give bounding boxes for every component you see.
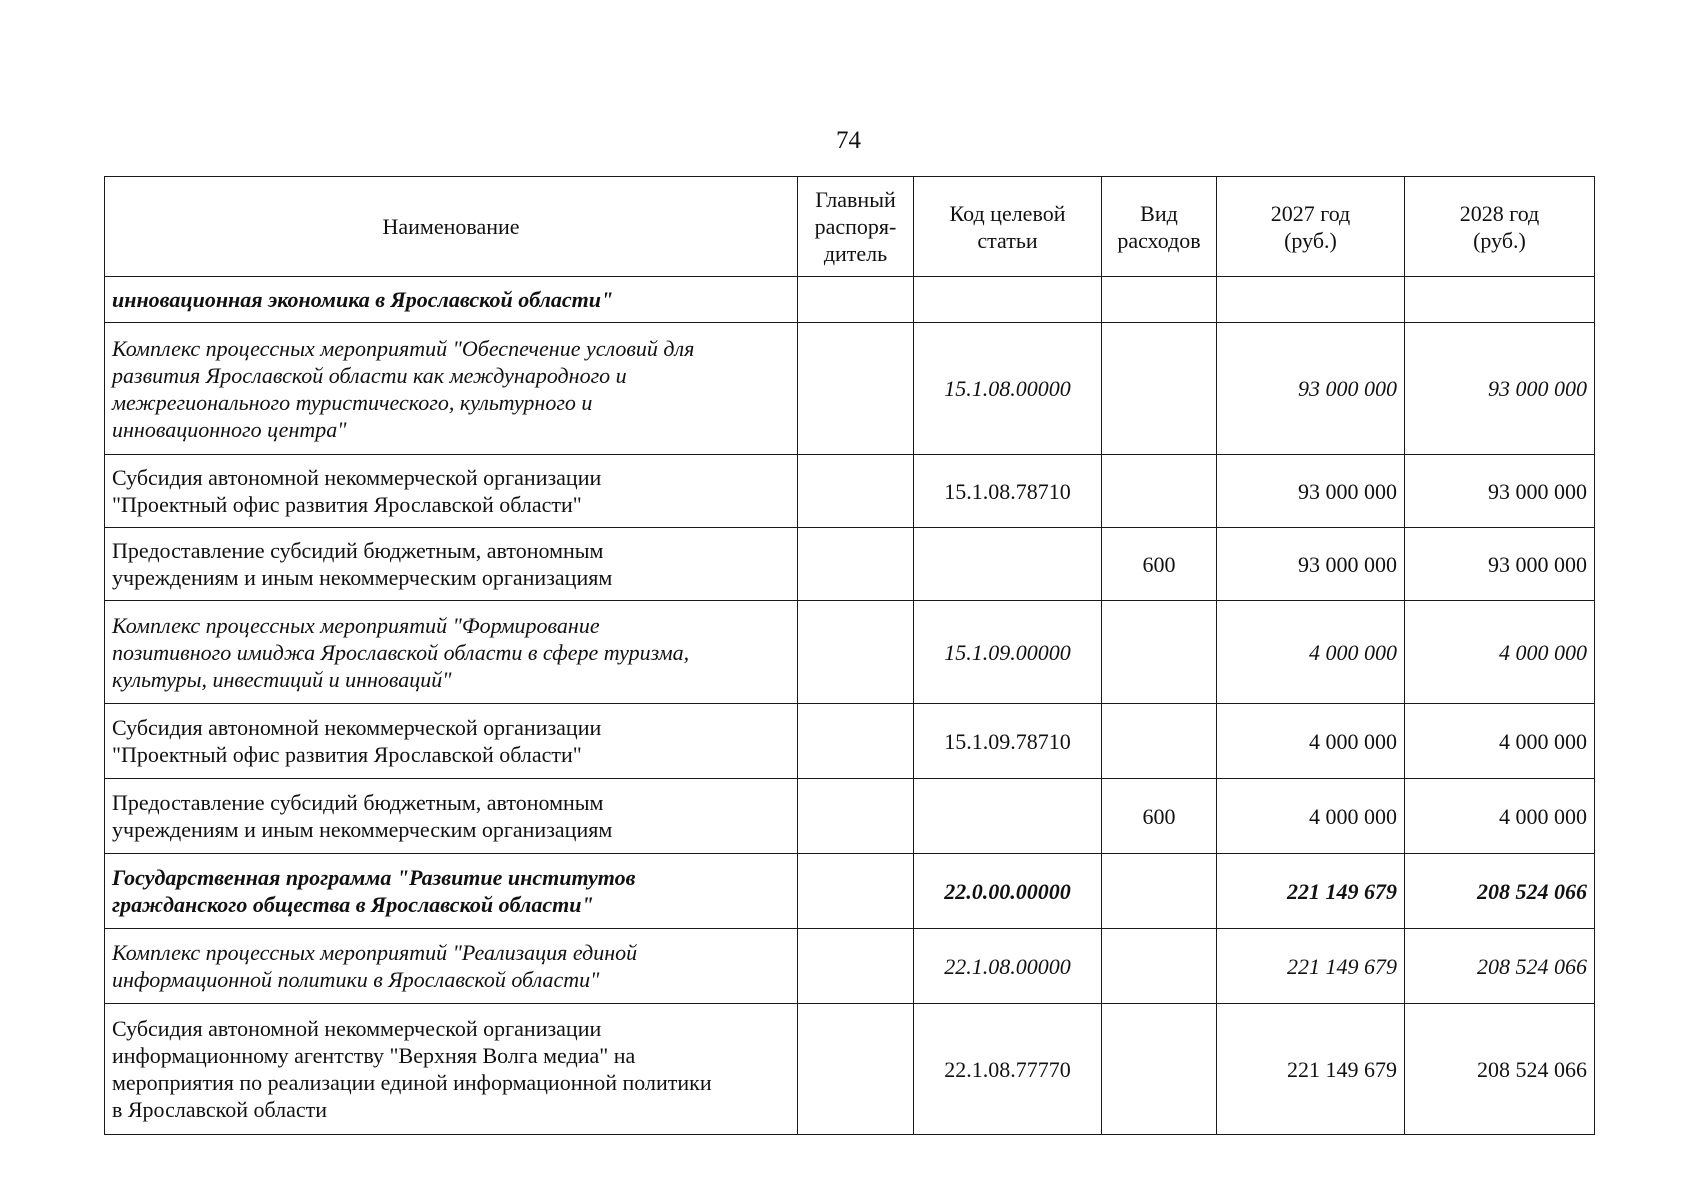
table-header-row	[105, 177, 1595, 277]
row-2028: 208 524 066	[1405, 1004, 1595, 1135]
row-2028: 208 524 066	[1405, 929, 1595, 1004]
row-vid	[1102, 455, 1217, 528]
row-vid	[1102, 929, 1217, 1004]
header-2027-line: (руб.)	[1284, 227, 1337, 253]
row-vid	[1102, 1004, 1217, 1135]
header-vid	[1102, 177, 1217, 277]
header-glavny-line: распоря-	[814, 214, 897, 239]
row-name-line: мероприятия по реализации единой информационной политики	[112, 1070, 712, 1095]
row-name-line: "Проектный офис развития Ярославской области"	[112, 742, 582, 767]
row-name-line: Субсидия автономной некоммерческой организации	[112, 715, 602, 740]
row-code	[914, 528, 1102, 601]
row-vid: 600	[1102, 779, 1217, 854]
row-name-line: Субсидия автономной некоммерческой организации	[112, 1016, 602, 1041]
row-2028: 4 000 000	[1405, 704, 1595, 779]
row-2027: 4 000 000	[1217, 704, 1405, 779]
row-name-line: гражданского общества в Ярославской области"	[112, 892, 594, 917]
table-row	[105, 455, 1595, 528]
row-name-line: информационной политики в Ярославской области"	[112, 967, 600, 992]
row-2027: 221 149 679	[1217, 1004, 1405, 1135]
row-name	[105, 779, 798, 854]
row-code	[914, 779, 1102, 854]
row-name-line: Предоставление субсидий бюджетным, автономным	[112, 790, 604, 815]
header-name-label: Наименование	[382, 214, 520, 239]
header-2027-line: 2027 год	[1270, 200, 1351, 226]
header-glavny-line: Главный	[815, 187, 896, 212]
row-name	[105, 929, 798, 1004]
row-code: 22.0.00.00000	[914, 854, 1102, 929]
header-vid-line: Вид	[1140, 200, 1178, 226]
header-vid-line: расходов	[1117, 227, 1201, 253]
row-2028: 93 000 000	[1405, 528, 1595, 601]
row-name-line: Государственная программа "Развитие институтов	[112, 865, 636, 890]
header-code	[914, 177, 1102, 277]
table-row	[105, 779, 1595, 854]
row-glavny	[798, 929, 914, 1004]
row-glavny	[798, 455, 914, 528]
table-row	[105, 854, 1595, 929]
row-name-line: культуры, инвестиций и инноваций"	[112, 666, 452, 692]
table-row	[105, 323, 1595, 455]
row-2027: 93 000 000	[1217, 528, 1405, 601]
row-name	[105, 854, 798, 929]
table-row	[105, 528, 1595, 601]
row-2027	[1217, 277, 1405, 323]
row-glavny	[798, 854, 914, 929]
row-2027: 4 000 000	[1217, 779, 1405, 854]
header-2027	[1217, 177, 1405, 277]
row-code: 22.1.08.00000	[914, 929, 1102, 1004]
row-2028	[1405, 277, 1595, 323]
header-code-line: Код целевой	[949, 200, 1066, 226]
row-name	[105, 704, 798, 779]
row-2027: 221 149 679	[1217, 854, 1405, 929]
row-vid: 600	[1102, 528, 1217, 601]
table-row	[105, 601, 1595, 704]
row-glavny	[798, 1004, 914, 1135]
table-row	[105, 277, 1595, 323]
row-name	[105, 1004, 798, 1135]
row-name-line: инновационная экономика в Ярославской области"	[112, 287, 614, 312]
row-name	[105, 323, 798, 455]
row-name-line: "Проектный офис развития Ярославской области"	[112, 492, 582, 517]
table-row	[105, 1004, 1595, 1135]
row-name-line: инновационного центра"	[112, 416, 347, 442]
row-2028: 4 000 000	[1405, 779, 1595, 854]
row-2027: 93 000 000	[1217, 323, 1405, 455]
row-name-line: Предоставление субсидий бюджетным, автономным	[112, 538, 604, 563]
row-vid	[1102, 277, 1217, 323]
page-number: 74	[836, 127, 861, 154]
row-glavny	[798, 779, 914, 854]
row-name	[105, 277, 798, 323]
row-glavny	[798, 704, 914, 779]
row-name	[105, 455, 798, 528]
row-name-line: в Ярославской области	[112, 1097, 328, 1122]
row-name-line: Комплекс процессных мероприятий "Реализация единой	[112, 940, 638, 965]
header-code-line: статьи	[977, 227, 1038, 253]
row-code: 22.1.08.77770	[914, 1004, 1102, 1135]
row-name-line: позитивного имиджа Ярославской области в сфере туризма,	[112, 639, 690, 665]
row-vid	[1102, 854, 1217, 929]
row-glavny	[798, 323, 914, 455]
row-name	[105, 601, 798, 704]
row-vid	[1102, 323, 1217, 455]
table-row	[105, 929, 1595, 1004]
row-2028: 208 524 066	[1405, 854, 1595, 929]
row-2028: 93 000 000	[1405, 455, 1595, 528]
header-2028	[1405, 177, 1595, 277]
table-row	[105, 704, 1595, 779]
row-glavny	[798, 277, 914, 323]
row-glavny	[798, 528, 914, 601]
row-name-line: межрегионального туристического, культурного и	[112, 389, 593, 415]
row-2028: 93 000 000	[1405, 323, 1595, 455]
row-name-line: информационному агентству "Верхняя Волга медиа" на	[112, 1043, 636, 1068]
header-name	[105, 177, 798, 277]
row-2027: 4 000 000	[1217, 601, 1405, 704]
row-code: 15.1.08.78710	[914, 455, 1102, 528]
row-name-line: учреждениям и иным некоммерческим организациям	[112, 817, 613, 842]
row-name-line: Комплекс процессных мероприятий "Формирование	[112, 612, 600, 638]
header-glavny	[798, 177, 914, 277]
row-code: 15.1.09.00000	[914, 601, 1102, 704]
row-name-line: Комплекс процессных мероприятий "Обеспечение условий для	[112, 335, 695, 361]
row-code	[914, 277, 1102, 323]
header-2028-line: (руб.)	[1473, 227, 1526, 253]
row-2028: 4 000 000	[1405, 601, 1595, 704]
row-name	[105, 528, 798, 601]
row-name-line: развития Ярославской области как международного и	[112, 362, 627, 388]
row-2027: 93 000 000	[1217, 455, 1405, 528]
row-code: 15.1.09.78710	[914, 704, 1102, 779]
budget-table	[104, 176, 1595, 1135]
row-vid	[1102, 601, 1217, 704]
header-glavny-line: дитель	[823, 241, 888, 266]
row-code: 15.1.08.00000	[914, 323, 1102, 455]
row-vid	[1102, 704, 1217, 779]
row-2027: 221 149 679	[1217, 929, 1405, 1004]
header-2028-line: 2028 год	[1459, 200, 1540, 226]
row-glavny	[798, 601, 914, 704]
row-name-line: учреждениям и иным некоммерческим организациям	[112, 565, 613, 590]
row-name-line: Субсидия автономной некоммерческой организации	[112, 465, 602, 490]
